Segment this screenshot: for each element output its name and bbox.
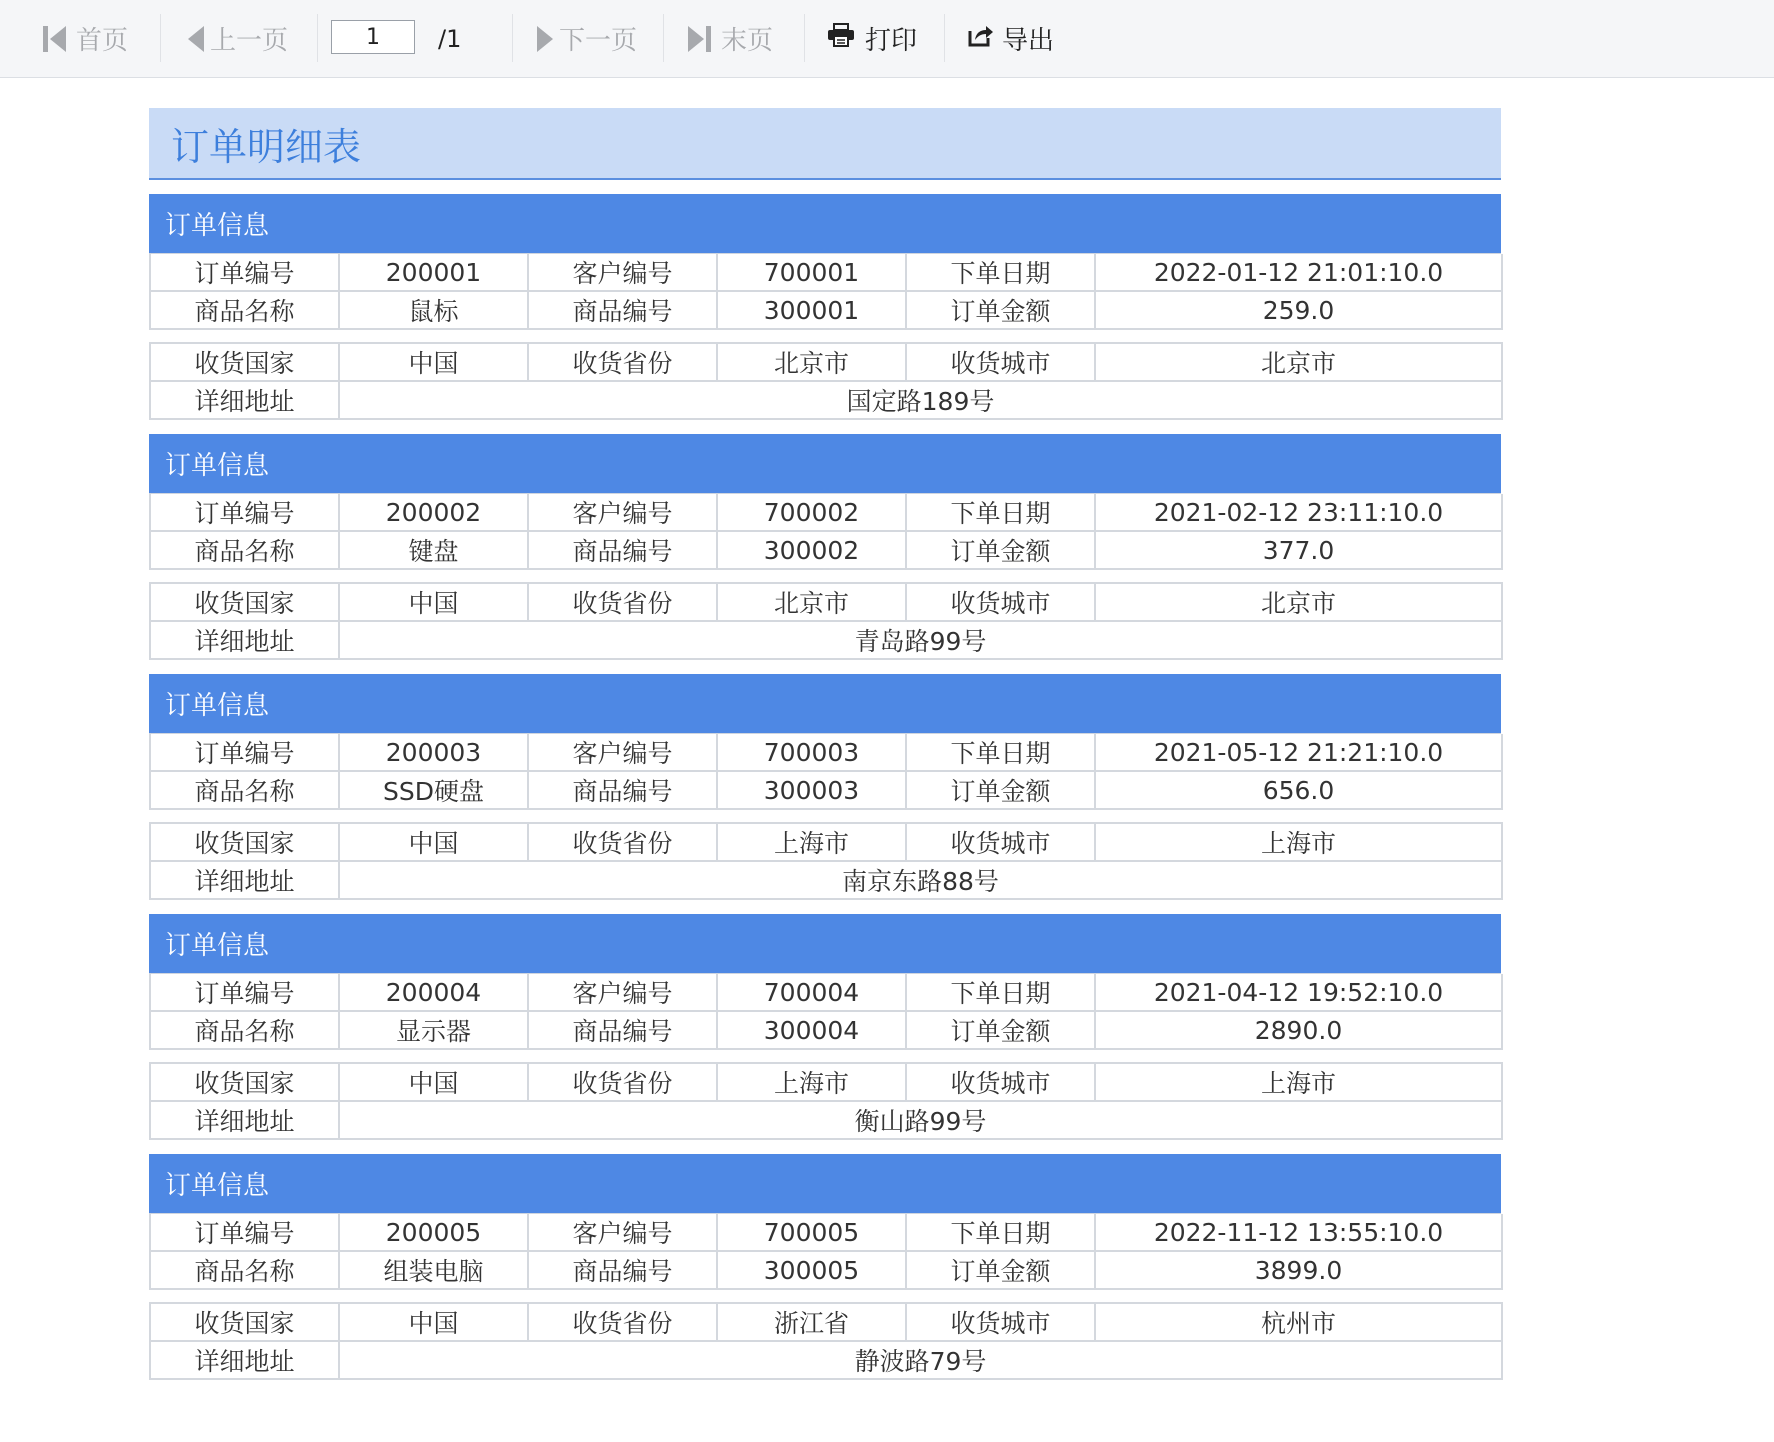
order-block (149, 1154, 1501, 1380)
amount-label: 订单金额 (906, 291, 1095, 329)
customer-no-label: 客户编号 (528, 254, 717, 291)
product-name-value: 鼠标 (339, 291, 528, 329)
customer-no-value: 700004 (717, 974, 906, 1011)
amount-label: 订单金额 (906, 771, 1095, 809)
report-title: 订单明细表 (149, 108, 1501, 180)
province-label: 收货省份 (528, 1063, 717, 1101)
customer-no-label: 客户编号 (528, 734, 717, 771)
toolbar-divider (663, 14, 664, 62)
product-no-label: 商品编号 (528, 291, 717, 329)
table-row (150, 1101, 1502, 1139)
address-value: 青岛路99号 (339, 621, 1502, 659)
table-row (150, 771, 1502, 809)
province-label: 收货省份 (528, 823, 717, 861)
product-no-value: 300001 (717, 291, 906, 329)
prev-page-icon (188, 26, 204, 52)
product-no-label: 商品编号 (528, 771, 717, 809)
order-detail-report (149, 108, 1501, 1380)
address-label: 详细地址 (150, 861, 339, 899)
city-value: 上海市 (1095, 1063, 1502, 1101)
shipping-info-table (149, 1062, 1503, 1140)
address-label: 详细地址 (150, 1101, 339, 1139)
city-value: 上海市 (1095, 823, 1502, 861)
order-no-label: 订单编号 (150, 1214, 339, 1251)
last-page-label: 末页 (721, 26, 774, 56)
table-row (150, 1011, 1502, 1049)
order-info-table (149, 494, 1503, 570)
amount-value: 259.0 (1095, 291, 1502, 329)
city-value: 杭州市 (1095, 1303, 1502, 1341)
first-page-button[interactable] (43, 0, 128, 77)
city-value: 北京市 (1095, 343, 1502, 381)
order-no-label: 订单编号 (150, 734, 339, 771)
order-date-label: 下单日期 (906, 1214, 1095, 1251)
table-row (150, 734, 1502, 771)
order-info-table (149, 1214, 1503, 1290)
province-value: 北京市 (717, 343, 906, 381)
toolbar-divider (512, 14, 513, 62)
address-value: 静波路79号 (339, 1341, 1502, 1379)
order-no-value: 200003 (339, 734, 528, 771)
product-name-label: 商品名称 (150, 1251, 339, 1289)
product-name-value: 显示器 (339, 1011, 528, 1049)
product-name-value: 键盘 (339, 531, 528, 569)
city-label: 收货城市 (906, 583, 1095, 621)
province-label: 收货省份 (528, 1303, 717, 1341)
order-no-label: 订单编号 (150, 254, 339, 291)
country-value: 中国 (339, 583, 528, 621)
customer-no-label: 客户编号 (528, 494, 717, 531)
shipping-info-table (149, 342, 1503, 420)
order-date-label: 下单日期 (906, 974, 1095, 1011)
city-label: 收货城市 (906, 1303, 1095, 1341)
order-date-label: 下单日期 (906, 734, 1095, 771)
product-name-label: 商品名称 (150, 771, 339, 809)
table-row (150, 1251, 1502, 1289)
first-page-label: 首页 (76, 26, 129, 56)
next-page-label: 下一页 (559, 26, 638, 56)
order-info-table (149, 734, 1503, 810)
amount-value: 377.0 (1095, 531, 1502, 569)
last-page-icon (688, 26, 711, 52)
amount-label: 订单金额 (906, 1011, 1095, 1049)
amount-value: 3899.0 (1095, 1251, 1502, 1289)
product-no-value: 300005 (717, 1251, 906, 1289)
table-row (150, 1214, 1502, 1251)
order-info-table (149, 254, 1503, 330)
order-date-value: 2022-01-12 21:01:10.0 (1095, 254, 1502, 291)
table-row (150, 1063, 1502, 1101)
customer-no-value: 700001 (717, 254, 906, 291)
address-value: 南京东路88号 (339, 861, 1502, 899)
order-block (149, 914, 1501, 1140)
customer-no-value: 700003 (717, 734, 906, 771)
shipping-info-table (149, 1302, 1503, 1380)
toolbar-divider (317, 14, 318, 62)
city-label: 收货城市 (906, 343, 1095, 381)
address-label: 详细地址 (150, 621, 339, 659)
country-label: 收货国家 (150, 1063, 339, 1101)
next-page-icon (537, 26, 553, 52)
print-button[interactable] (827, 0, 917, 77)
country-label: 收货国家 (150, 1303, 339, 1341)
order-date-value: 2022-11-12 13:55:10.0 (1095, 1214, 1502, 1251)
prev-page-button[interactable] (188, 0, 288, 77)
address-value: 衡山路99号 (339, 1101, 1502, 1139)
table-row (150, 343, 1502, 381)
shipping-info-table (149, 822, 1503, 900)
province-value: 浙江省 (717, 1303, 906, 1341)
city-label: 收货城市 (906, 823, 1095, 861)
order-no-value: 200005 (339, 1214, 528, 1251)
order-section-header: 订单信息 (149, 1154, 1501, 1214)
order-no-value: 200002 (339, 494, 528, 531)
table-row (150, 974, 1502, 1011)
table-row (150, 494, 1502, 531)
prev-page-label: 上一页 (210, 26, 289, 56)
table-row (150, 254, 1502, 291)
country-label: 收货国家 (150, 343, 339, 381)
product-no-value: 300003 (717, 771, 906, 809)
country-value: 中国 (339, 1063, 528, 1101)
table-row (150, 291, 1502, 329)
table-row (150, 861, 1502, 899)
order-block (149, 434, 1501, 660)
order-date-value: 2021-04-12 19:52:10.0 (1095, 974, 1502, 1011)
city-label: 收货城市 (906, 1063, 1095, 1101)
product-name-value: SSD硬盘 (339, 771, 528, 809)
toolbar-divider (160, 14, 161, 62)
city-value: 北京市 (1095, 583, 1502, 621)
table-row (150, 531, 1502, 569)
first-page-icon (43, 26, 66, 52)
toolbar-divider (944, 14, 945, 62)
toolbar-divider (804, 14, 805, 62)
table-row (150, 1303, 1502, 1341)
country-value: 中国 (339, 343, 528, 381)
customer-no-label: 客户编号 (528, 974, 717, 1011)
product-name-label: 商品名称 (150, 291, 339, 329)
amount-label: 订单金额 (906, 1251, 1095, 1289)
page-number-input[interactable] (331, 20, 415, 54)
country-value: 中国 (339, 823, 528, 861)
order-block (149, 674, 1501, 900)
amount-value: 2890.0 (1095, 1011, 1502, 1049)
product-name-label: 商品名称 (150, 1011, 339, 1049)
address-label: 详细地址 (150, 1341, 339, 1379)
order-block (149, 194, 1501, 420)
order-date-label: 下单日期 (906, 254, 1095, 291)
customer-no-label: 客户编号 (528, 1214, 717, 1251)
province-label: 收货省份 (528, 343, 717, 381)
print-label: 打印 (865, 26, 918, 56)
table-row (150, 583, 1502, 621)
product-no-label: 商品编号 (528, 1251, 717, 1289)
product-no-label: 商品编号 (528, 1011, 717, 1049)
order-no-label: 订单编号 (150, 494, 339, 531)
amount-value: 656.0 (1095, 771, 1502, 809)
next-page-button[interactable] (537, 0, 637, 77)
order-date-label: 下单日期 (906, 494, 1095, 531)
province-label: 收货省份 (528, 583, 717, 621)
order-list (149, 194, 1501, 1380)
product-no-label: 商品编号 (528, 531, 717, 569)
table-row (150, 621, 1502, 659)
order-no-value: 200004 (339, 974, 528, 1011)
product-name-label: 商品名称 (150, 531, 339, 569)
address-label: 详细地址 (150, 381, 339, 419)
country-label: 收货国家 (150, 583, 339, 621)
order-section-header: 订单信息 (149, 194, 1501, 254)
order-section-header: 订单信息 (149, 914, 1501, 974)
printer-icon (827, 23, 855, 54)
order-no-value: 200001 (339, 254, 528, 291)
order-section-header: 订单信息 (149, 674, 1501, 734)
order-date-value: 2021-02-12 23:11:10.0 (1095, 494, 1502, 531)
address-value: 国定路189号 (339, 381, 1502, 419)
report-toolbar (0, 0, 1774, 78)
province-value: 北京市 (717, 583, 906, 621)
order-date-value: 2021-05-12 21:21:10.0 (1095, 734, 1502, 771)
page-total: /1 (438, 24, 462, 53)
export-icon (968, 23, 994, 54)
order-no-label: 订单编号 (150, 974, 339, 1011)
province-value: 上海市 (717, 1063, 906, 1101)
table-row (150, 823, 1502, 861)
customer-no-value: 700005 (717, 1214, 906, 1251)
product-no-value: 300004 (717, 1011, 906, 1049)
product-no-value: 300002 (717, 531, 906, 569)
table-row (150, 1341, 1502, 1379)
country-label: 收货国家 (150, 823, 339, 861)
export-label: 导出 (1002, 26, 1055, 56)
order-section-header: 订单信息 (149, 434, 1501, 494)
export-button[interactable] (968, 0, 1054, 77)
country-value: 中国 (339, 1303, 528, 1341)
order-info-table (149, 974, 1503, 1050)
table-row (150, 381, 1502, 419)
amount-label: 订单金额 (906, 531, 1095, 569)
customer-no-value: 700002 (717, 494, 906, 531)
product-name-value: 组装电脑 (339, 1251, 528, 1289)
shipping-info-table (149, 582, 1503, 660)
province-value: 上海市 (717, 823, 906, 861)
last-page-button[interactable] (688, 0, 773, 77)
